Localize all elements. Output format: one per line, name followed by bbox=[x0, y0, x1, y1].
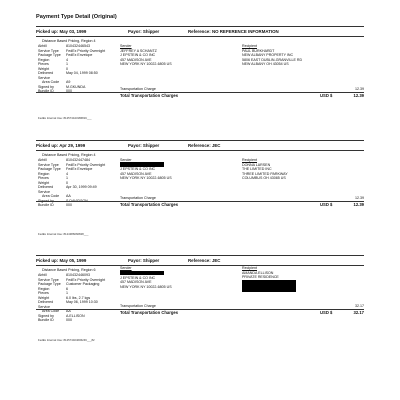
sender-label: Sender bbox=[120, 44, 132, 48]
package-type-value: FedEx Envelope bbox=[66, 53, 93, 57]
recipient-line: COLUMBUS OH 43085 US bbox=[242, 176, 286, 180]
service-label: Service bbox=[38, 304, 50, 309]
signed-by-label: Signed by bbox=[38, 84, 54, 89]
total-charges-label: Total Transportation Charges bbox=[120, 310, 179, 315]
reference-label: Reference: bbox=[188, 29, 211, 34]
internal-use-value: 812574404606246___82 bbox=[63, 338, 95, 342]
sender-label: Sender bbox=[120, 158, 132, 162]
reference-value: JEC bbox=[211, 258, 221, 263]
divider bbox=[36, 150, 364, 151]
payor-label: Payor: bbox=[128, 29, 142, 34]
area-code-value: AA bbox=[66, 194, 71, 198]
pricing-text: Distance Based Pricing, Region 6 bbox=[42, 268, 96, 272]
delivered-value: May 04, 1999 08:50 bbox=[66, 71, 98, 75]
internal-use-text bbox=[38, 232, 88, 236]
service-type-label: Service Type bbox=[38, 162, 59, 167]
airbill-value: 810432446093 bbox=[66, 273, 90, 277]
sender-line: 457 MADISON AVE bbox=[120, 171, 152, 176]
airbill-value: 810432446543 bbox=[66, 44, 90, 48]
reference-label: Reference: bbox=[188, 143, 211, 148]
internal-use-value: 812574443186816___ bbox=[63, 116, 92, 120]
bundle-id-label: Bundle ID bbox=[38, 203, 54, 207]
sender-line: NEW YORK NY 10022-6805 US bbox=[120, 284, 172, 289]
airbill-label: Airbill bbox=[38, 158, 47, 162]
pieces-value: 1 bbox=[66, 62, 68, 66]
recipient-line: PAUL BURKHARDT bbox=[242, 48, 275, 53]
shipment-record bbox=[36, 26, 364, 136]
recipient-line: 5806 EAST DUBLIN-GRANVILLE RD bbox=[242, 57, 303, 62]
divider bbox=[36, 26, 364, 27]
airbill-value: 810432447484 bbox=[66, 158, 90, 162]
picked-up-label: Picked up: bbox=[36, 143, 59, 148]
sender-label: Sender bbox=[120, 266, 132, 270]
sender-line: J EPSTEIN & CO INC bbox=[120, 167, 156, 171]
payor-label: Payor: bbox=[128, 143, 142, 148]
internal-use-label: FedEx Internal Use: bbox=[38, 338, 63, 342]
transportation-charge-label: Transportation Charge bbox=[120, 87, 156, 91]
total-charges-value: 12.39 bbox=[353, 93, 364, 98]
shipment-record bbox=[36, 140, 364, 250]
weight-label: Weight bbox=[38, 66, 50, 71]
region-label: Region bbox=[38, 57, 50, 62]
sender-line: J EPSTEIN & CO INC bbox=[120, 53, 156, 57]
package-type-value: Customer Packaging bbox=[66, 282, 100, 286]
total-charges-value: 32.17 bbox=[353, 310, 364, 315]
package-type-value: FedEx Envelope bbox=[66, 167, 93, 171]
region-value: 4 bbox=[66, 171, 68, 176]
recipient-line: THE LIMITED INC bbox=[242, 167, 272, 171]
reference-value: JEC bbox=[211, 143, 221, 148]
divider bbox=[36, 36, 364, 37]
region-value: 4 bbox=[66, 57, 68, 62]
picked-up-label: Picked up: bbox=[36, 258, 59, 263]
divider bbox=[36, 265, 364, 266]
weight-value: 0 bbox=[66, 180, 68, 185]
picked-up-date: May 03, 1999 bbox=[59, 29, 87, 34]
transportation-charge-label: Transportation Charge bbox=[120, 304, 156, 308]
delivered-value: May 06, 1999 10:30 bbox=[66, 300, 98, 304]
recipient-line: NEW ALBANY OH 43054 US bbox=[242, 62, 289, 66]
recipient-line: PRIVATE RESIDENCE bbox=[242, 275, 279, 279]
recipient-line: AMANDA ELLISON bbox=[242, 270, 274, 275]
service-type-value: FedEx Priority Overnight bbox=[66, 277, 106, 282]
divider bbox=[36, 92, 364, 93]
service-label: Service bbox=[38, 189, 50, 194]
area-code-value: AA bbox=[66, 309, 71, 313]
package-type-label: Package Type bbox=[38, 282, 61, 286]
bundle-id-label: Bundle ID bbox=[38, 318, 54, 322]
signed-by-value: A.ELLISON bbox=[66, 313, 85, 318]
sender-line: 457 MADISON AVE bbox=[120, 280, 152, 284]
area-code-value: A9 bbox=[66, 80, 71, 84]
signed-by-value: M.GKUNDA bbox=[66, 84, 86, 89]
divider bbox=[36, 309, 364, 310]
internal-use-text bbox=[38, 116, 92, 120]
area-code-label: Area Code bbox=[42, 309, 60, 313]
delivered-label: Delivered bbox=[38, 300, 54, 304]
transportation-charge-value: 12.39 bbox=[355, 87, 364, 91]
service-label: Service bbox=[38, 75, 50, 80]
reference-value: NO REFERENCE INFORMATION bbox=[211, 29, 279, 34]
total-charges-value: 12.39 bbox=[353, 202, 364, 207]
bundle-id-value: 000 bbox=[66, 318, 72, 322]
redaction-bar bbox=[242, 280, 296, 292]
transportation-charge-label: Transportation Charge bbox=[120, 196, 156, 200]
delivered-label: Delivered bbox=[38, 71, 54, 75]
payor-value: Shipper bbox=[142, 29, 160, 34]
airbill-label: Airbill bbox=[38, 273, 47, 277]
package-type-label: Package Type bbox=[38, 167, 61, 171]
weight-label: Weight bbox=[38, 180, 50, 185]
delivered-value: Apr 30, 1999 09:49 bbox=[66, 185, 97, 189]
pieces-value: 1 bbox=[66, 291, 68, 295]
sender-line: NEW YORK NY 10022-6805 US bbox=[120, 176, 172, 180]
picked-up-label: Picked up: bbox=[36, 29, 59, 34]
payor-value: Shipper bbox=[142, 258, 160, 263]
payor-label: Payor: bbox=[128, 258, 142, 263]
internal-use-label: FedEx Internal Use: bbox=[38, 116, 63, 120]
delivered-label: Delivered bbox=[38, 185, 54, 189]
reference-label: Reference: bbox=[188, 258, 211, 263]
internal-use-text bbox=[38, 338, 95, 342]
total-charges-label: Total Transportation Charges bbox=[120, 202, 179, 207]
internal-use-label: FedEx Internal Use: bbox=[38, 232, 63, 236]
sender-line: J EPSTEIN & CO INC bbox=[120, 275, 156, 280]
sender-line: 457 MADISON AVE bbox=[120, 57, 152, 62]
currency-label: USD $ bbox=[320, 310, 333, 315]
sender-line: NEW YORK NY 10022-6805 US bbox=[120, 62, 172, 66]
currency-label: USD $ bbox=[320, 202, 333, 207]
pieces-label: Pieces bbox=[38, 62, 49, 66]
internal-use-value: 8124386060828___ bbox=[63, 232, 89, 236]
region-label: Region bbox=[38, 171, 50, 176]
pieces-label: Pieces bbox=[38, 176, 49, 180]
picked-up-date: Apr 29, 1999 bbox=[59, 143, 86, 148]
service-type-value: FedEx Priority Overnight bbox=[66, 48, 106, 53]
service-type-value: FedEx Priority Overnight bbox=[66, 162, 106, 167]
bundle-id-value: 000 bbox=[66, 89, 72, 93]
redaction-bar bbox=[120, 162, 164, 167]
bundle-id-label: Bundle ID bbox=[38, 89, 54, 93]
area-code-label: Area Code bbox=[42, 194, 60, 198]
total-charges-label: Total Transportation Charges bbox=[120, 93, 179, 98]
service-type-label: Service Type bbox=[38, 48, 59, 53]
signed-by-label: Signed by bbox=[38, 198, 54, 203]
sender-line: JEFFREY A SCHANTZ bbox=[120, 48, 157, 53]
currency-label: USD $ bbox=[320, 93, 333, 98]
package-type-label: Package Type bbox=[38, 53, 61, 57]
picked-up-date: May 05, 1999 bbox=[59, 258, 87, 263]
redaction-bar bbox=[120, 271, 164, 276]
region-value: 6 bbox=[66, 286, 68, 291]
area-code-label: Area Code bbox=[42, 80, 60, 84]
transportation-charge-value: 12.39 bbox=[355, 196, 364, 200]
pieces-label: Pieces bbox=[38, 291, 49, 295]
bundle-id-value: 000 bbox=[66, 203, 72, 207]
shipment-record bbox=[36, 255, 364, 365]
recipient-line: DONNA LARSEN bbox=[242, 162, 271, 167]
airbill-label: Airbill bbox=[38, 44, 47, 48]
divider bbox=[36, 140, 364, 141]
payor-value: Shipper bbox=[142, 143, 160, 148]
transportation-charge-value: 32.17 bbox=[355, 304, 364, 308]
recipient-label: Recipient bbox=[242, 266, 257, 270]
pieces-value: 1 bbox=[66, 176, 68, 180]
pricing-text: Distance Based Pricing, Region 4 bbox=[42, 153, 96, 157]
signed-by-label: Signed by bbox=[38, 313, 54, 318]
recipient-label: Recipient bbox=[242, 158, 257, 162]
recipient-label: Recipient bbox=[242, 44, 257, 48]
signed-by-value: S.DAVIDSON bbox=[66, 198, 88, 203]
weight-value: 6.0 lbs, 2.7 kgs bbox=[66, 295, 91, 300]
service-type-label: Service Type bbox=[38, 277, 59, 282]
weight-label: Weight bbox=[38, 295, 50, 300]
recipient-line: THREE LIMITED PARKWAY bbox=[242, 171, 288, 176]
divider bbox=[36, 255, 364, 256]
weight-value: 0 bbox=[66, 66, 68, 71]
pricing-text: Distance Based Pricing, Region 4 bbox=[42, 39, 96, 43]
recipient-line: NEW ALBANY PROPERTY INC bbox=[242, 53, 294, 57]
region-label: Region bbox=[38, 286, 50, 291]
page-title: Payment Type Detail (Original) bbox=[36, 14, 117, 20]
